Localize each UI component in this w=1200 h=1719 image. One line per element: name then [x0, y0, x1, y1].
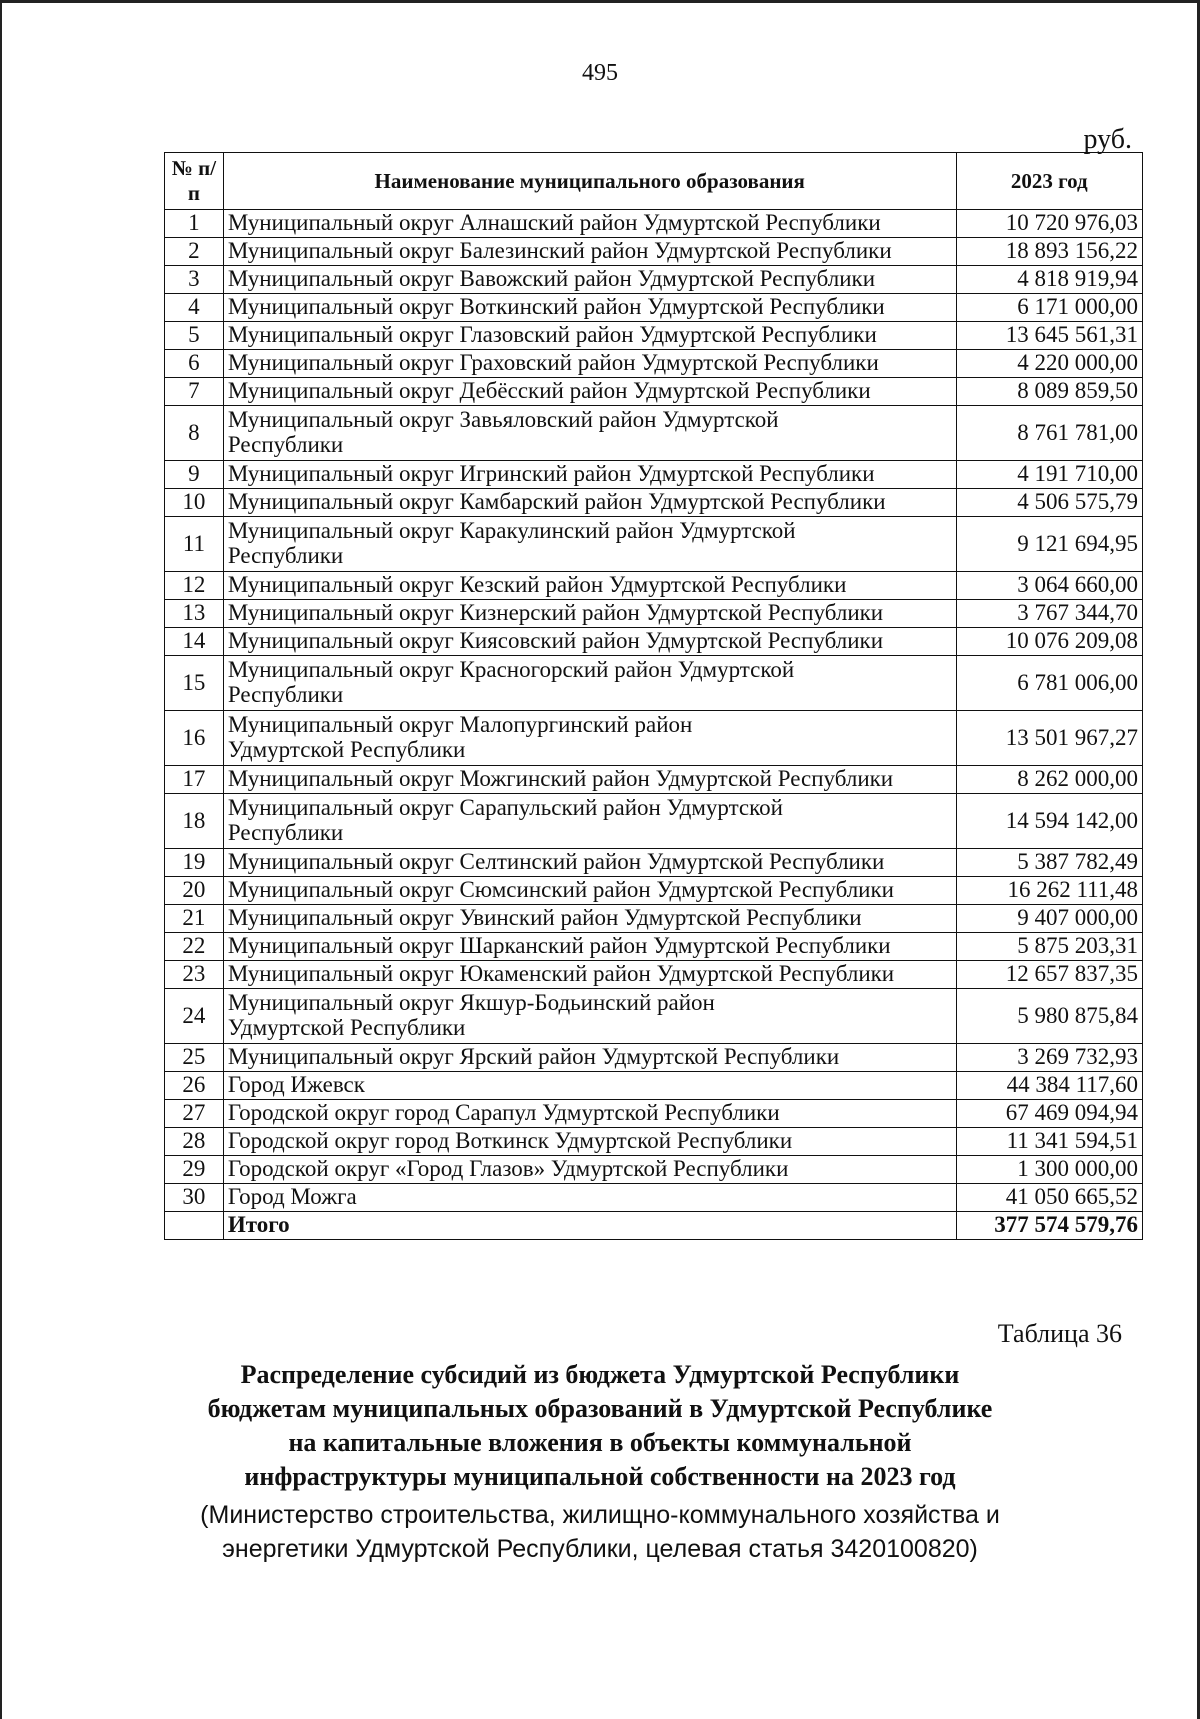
row-name — [223, 517, 956, 572]
row-name-text: Городской округ город Сарапул Удмуртской Республики — [227, 1100, 780, 1126]
table-row — [165, 766, 1143, 794]
row-name — [223, 656, 956, 711]
row-name — [223, 961, 956, 989]
row-amount: 3 269 732,93 — [956, 1044, 1142, 1072]
total-num-cell — [165, 1212, 224, 1240]
row-num: 24 — [165, 989, 224, 1044]
row-name-text: Город Ижевск — [227, 1072, 365, 1098]
table-row — [165, 1128, 1143, 1156]
table-row — [165, 238, 1143, 266]
next-table-heading — [0, 1358, 1200, 1494]
row-name-text: Муниципальный округ Кезский район Удмуртской Республики — [227, 572, 847, 598]
row-amount: 6 171 000,00 — [956, 294, 1142, 322]
row-amount: 4 191 710,00 — [956, 461, 1142, 489]
row-num: 20 — [165, 877, 224, 905]
table-row — [165, 905, 1143, 933]
row-name — [223, 794, 956, 849]
subheading-line: (Министерство строительства, жилищно-коммунального хозяйства и — [200, 1501, 1000, 1529]
table-row — [165, 989, 1143, 1044]
row-name — [223, 1184, 956, 1212]
row-name-text: Муниципальный округ Алнашский район Удмуртской Республики — [227, 210, 881, 236]
row-name-text: Муниципальный округ Завьяловский район Удмуртской Республики — [227, 407, 779, 457]
header-amount: 2023 год — [956, 153, 1142, 210]
row-amount: 10 076 209,08 — [956, 628, 1142, 656]
table-row — [165, 210, 1143, 238]
next-table-label: Таблица 36 — [997, 1319, 1122, 1348]
header-num: № п/п — [165, 153, 224, 210]
row-amount: 12 657 837,35 — [956, 961, 1142, 989]
row-name-text: Муниципальный округ Сюмсинский район Удмуртской Республики — [227, 877, 894, 903]
row-name-text: Муниципальный округ Камбарский район Удмуртской Республики — [227, 489, 886, 515]
row-amount: 1 300 000,00 — [956, 1156, 1142, 1184]
row-name — [223, 322, 956, 350]
row-name — [223, 905, 956, 933]
total-label: Итого — [223, 1212, 956, 1240]
row-num: 2 — [165, 238, 224, 266]
row-name — [223, 461, 956, 489]
row-name-text: Муниципальный округ Увинский район Удмуртской Республики — [227, 905, 862, 931]
row-name-text: Муниципальный округ Малопургинский район Удмуртской Республики — [227, 712, 693, 762]
row-name — [223, 572, 956, 600]
table-header-row — [165, 153, 1143, 210]
row-name-text: Муниципальный округ Якшур-Бодьинский район Удмуртской Республики — [227, 990, 715, 1040]
row-amount: 3 064 660,00 — [956, 572, 1142, 600]
row-name — [223, 877, 956, 905]
table-row — [165, 322, 1143, 350]
row-num: 21 — [165, 905, 224, 933]
row-amount: 8 262 000,00 — [956, 766, 1142, 794]
row-num: 9 — [165, 461, 224, 489]
row-name — [223, 406, 956, 461]
row-amount: 44 384 117,60 — [956, 1072, 1142, 1100]
table-row — [165, 849, 1143, 877]
next-table-subheading — [0, 1498, 1200, 1566]
row-name-text: Муниципальный округ Игринский район Удмуртской Республики — [227, 461, 875, 487]
table-row — [165, 656, 1143, 711]
row-name — [223, 350, 956, 378]
row-num: 19 — [165, 849, 224, 877]
page-number: 495 — [582, 60, 618, 86]
row-amount: 8 761 781,00 — [956, 406, 1142, 461]
row-num: 10 — [165, 489, 224, 517]
row-name-text: Муниципальный округ Юкаменский район Удмуртской Республики — [227, 961, 895, 987]
row-name — [223, 294, 956, 322]
row-name-text: Муниципальный округ Вавожский район Удмуртской Республики — [227, 266, 876, 292]
heading-line: бюджетам муниципальных образований в Удмуртской Республике — [207, 1394, 993, 1423]
table-row — [165, 1100, 1143, 1128]
row-num: 16 — [165, 711, 224, 766]
row-amount: 3 767 344,70 — [956, 600, 1142, 628]
row-name-text: Муниципальный округ Можгинский район Удмуртской Республики — [227, 766, 894, 792]
row-amount: 6 781 006,00 — [956, 656, 1142, 711]
row-num: 13 — [165, 600, 224, 628]
row-num: 15 — [165, 656, 224, 711]
row-amount: 5 387 782,49 — [956, 849, 1142, 877]
subsidy-table — [164, 152, 1143, 1240]
row-amount: 9 407 000,00 — [956, 905, 1142, 933]
row-name-text: Муниципальный округ Глазовский район Удмуртской Республики — [227, 322, 877, 348]
row-name — [223, 1156, 956, 1184]
row-num: 1 — [165, 210, 224, 238]
row-name — [223, 210, 956, 238]
row-amount: 5 980 875,84 — [956, 989, 1142, 1044]
row-num: 27 — [165, 1100, 224, 1128]
table-row — [165, 572, 1143, 600]
table-row — [165, 350, 1143, 378]
row-num: 30 — [165, 1184, 224, 1212]
currency-unit: руб. — [1083, 124, 1132, 155]
row-name-text: Муниципальный округ Сарапульский район Удмуртской Республики — [227, 795, 783, 845]
table-row — [165, 1044, 1143, 1072]
row-amount: 4 506 575,79 — [956, 489, 1142, 517]
row-amount: 10 720 976,03 — [956, 210, 1142, 238]
header-name: Наименование муниципального образования — [223, 153, 956, 210]
table-row — [165, 794, 1143, 849]
total-row — [165, 1212, 1143, 1240]
row-name — [223, 1072, 956, 1100]
row-name — [223, 1044, 956, 1072]
row-name-text: Городской округ город Воткинск Удмуртской Республики — [227, 1128, 793, 1154]
row-name-text: Муниципальный округ Воткинский район Удмуртской Республики — [227, 294, 885, 320]
table-row — [165, 461, 1143, 489]
row-name — [223, 989, 956, 1044]
row-num: 7 — [165, 378, 224, 406]
total-amount: 377 574 579,76 — [956, 1212, 1142, 1240]
row-name — [223, 266, 956, 294]
row-num: 25 — [165, 1044, 224, 1072]
table-row — [165, 406, 1143, 461]
row-name — [223, 933, 956, 961]
table-row — [165, 877, 1143, 905]
row-name-text: Город Можга — [227, 1184, 357, 1210]
row-amount: 9 121 694,95 — [956, 517, 1142, 572]
row-num: 11 — [165, 517, 224, 572]
row-name-text: Муниципальный округ Киясовский район Удмуртской Республики — [227, 628, 884, 654]
row-amount: 14 594 142,00 — [956, 794, 1142, 849]
row-name — [223, 1100, 956, 1128]
row-num: 23 — [165, 961, 224, 989]
subheading-line: энергетики Удмуртской Республики, целевая статья 3420100820) — [222, 1535, 978, 1563]
row-num: 18 — [165, 794, 224, 849]
table-row — [165, 711, 1143, 766]
row-num: 29 — [165, 1156, 224, 1184]
row-amount: 13 645 561,31 — [956, 322, 1142, 350]
heading-line: Распределение субсидий из бюджета Удмуртской Республики — [240, 1360, 960, 1389]
table-row — [165, 961, 1143, 989]
row-num: 8 — [165, 406, 224, 461]
table-body — [165, 210, 1143, 1240]
row-num: 17 — [165, 766, 224, 794]
row-name-text: Городской округ «Город Глазов» Удмуртской Республики — [227, 1156, 789, 1182]
table-row — [165, 378, 1143, 406]
table-row — [165, 489, 1143, 517]
row-name-text: Муниципальный округ Ярский район Удмуртской Республики — [227, 1044, 840, 1070]
row-name — [223, 849, 956, 877]
table-row — [165, 628, 1143, 656]
row-num: 12 — [165, 572, 224, 600]
row-name-text: Муниципальный округ Селтинский район Удмуртской Республики — [227, 849, 885, 875]
table-row — [165, 1184, 1143, 1212]
row-amount: 13 501 967,27 — [956, 711, 1142, 766]
row-name — [223, 766, 956, 794]
row-name — [223, 378, 956, 406]
table-row — [165, 600, 1143, 628]
table-row — [165, 1072, 1143, 1100]
heading-line: инфраструктуры муниципальной собственности на 2023 год — [244, 1462, 956, 1491]
table-row — [165, 266, 1143, 294]
row-amount: 4 220 000,00 — [956, 350, 1142, 378]
heading-line: на капитальные вложения в объекты коммунальной — [288, 1428, 912, 1457]
row-num: 3 — [165, 266, 224, 294]
row-num: 4 — [165, 294, 224, 322]
row-num: 28 — [165, 1128, 224, 1156]
row-num: 5 — [165, 322, 224, 350]
row-name — [223, 1128, 956, 1156]
row-name-text: Муниципальный округ Дебёсский район Удмуртской Республики — [227, 378, 871, 404]
table-row — [165, 294, 1143, 322]
row-name — [223, 600, 956, 628]
row-amount: 4 818 919,94 — [956, 266, 1142, 294]
row-amount: 67 469 094,94 — [956, 1100, 1142, 1128]
row-name-text: Муниципальный округ Красногорский район Удмуртской Республики — [227, 657, 795, 707]
row-num: 22 — [165, 933, 224, 961]
row-name-text: Муниципальный округ Балезинский район Удмуртской Республики — [227, 238, 892, 264]
table-row — [165, 1156, 1143, 1184]
row-name-text: Муниципальный округ Граховский район Удмуртской Республики — [227, 350, 879, 376]
row-name-text: Муниципальный округ Кизнерский район Удмуртской Республики — [227, 600, 884, 626]
row-name — [223, 711, 956, 766]
row-amount: 11 341 594,51 — [956, 1128, 1142, 1156]
scan-edge-top — [0, 0, 1200, 3]
row-num: 6 — [165, 350, 224, 378]
row-name-text: Муниципальный округ Шарканский район Удмуртской Республики — [227, 933, 891, 959]
table-row — [165, 933, 1143, 961]
row-amount: 16 262 111,48 — [956, 877, 1142, 905]
row-num: 26 — [165, 1072, 224, 1100]
table-row — [165, 517, 1143, 572]
row-num: 14 — [165, 628, 224, 656]
row-name — [223, 628, 956, 656]
row-name-text: Муниципальный округ Каракулинский район Удмуртской Республики — [227, 518, 796, 568]
row-amount: 41 050 665,52 — [956, 1184, 1142, 1212]
row-name — [223, 238, 956, 266]
row-name — [223, 489, 956, 517]
row-amount: 18 893 156,22 — [956, 238, 1142, 266]
row-amount: 5 875 203,31 — [956, 933, 1142, 961]
row-amount: 8 089 859,50 — [956, 378, 1142, 406]
